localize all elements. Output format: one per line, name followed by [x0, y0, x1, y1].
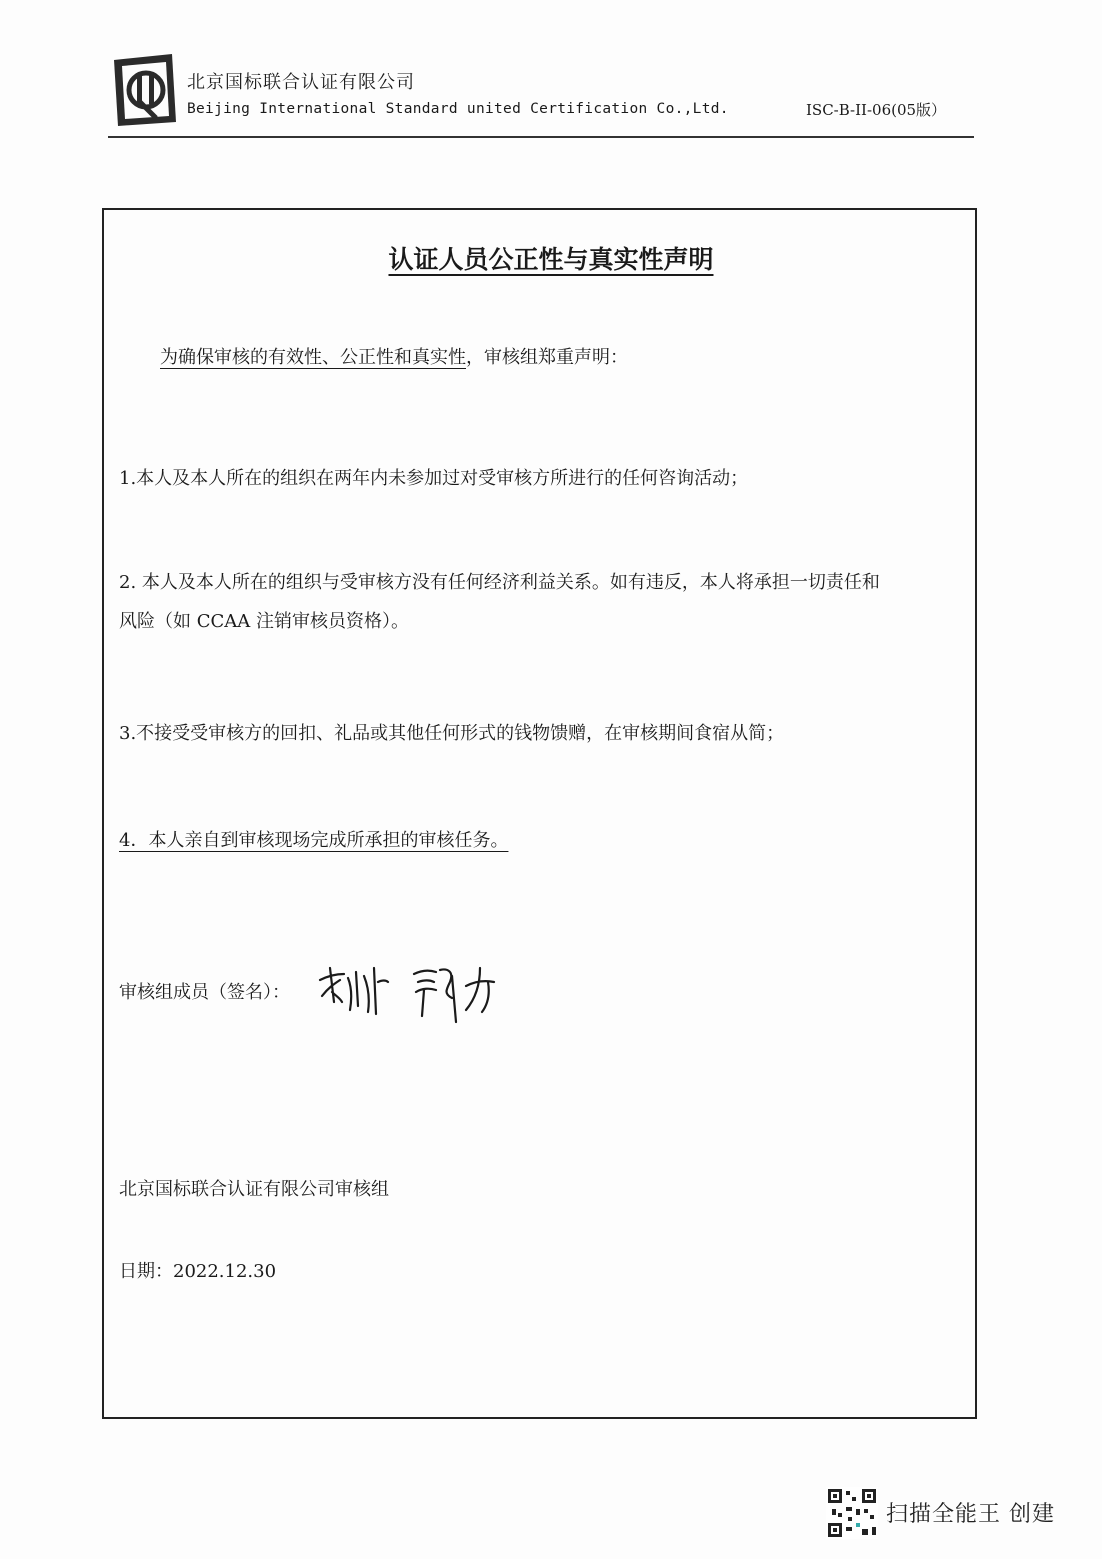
- signature-1: [312, 962, 392, 1018]
- company-logo: [110, 52, 180, 128]
- document-code: ISC-B-II-06(05版）: [806, 101, 947, 119]
- intro-paragraph: 为确保审核的有效性、公正性和真实性，审核组郑重声明：: [160, 347, 628, 368]
- signature-2: [404, 960, 504, 1026]
- item-1: 1.本人及本人所在的组织在两年内未参加过对受审核方所进行的任何咨询活动；: [119, 468, 749, 489]
- item-2-line-1: 2. 本人及本人所在的组织与受审核方没有任何经济利益关系。如有违反，本人将承担一切责任和: [119, 572, 880, 593]
- company-name-cn: 北京国标联合认证有限公司: [187, 72, 415, 93]
- document-title: 认证人员公正性与真实性声明: [388, 245, 714, 274]
- header-divider: [108, 136, 974, 138]
- signature-label: 审核组成员（签名）：: [119, 982, 290, 1003]
- company-name-en: Beijing International Standard united Certification Co.,Ltd.: [187, 101, 729, 117]
- declaration-frame: [102, 208, 977, 1419]
- date-line: 日期：2022.12.30: [119, 1261, 277, 1282]
- item-3: 3.不接受受审核方的回扣、礼品或其他任何形式的钱物馈赠，在审核期间食宿从简；: [119, 723, 785, 744]
- scanner-watermark: 扫描全能王 创建: [886, 1502, 1055, 1527]
- qr-code-icon: [826, 1487, 878, 1539]
- item-4: 4．本人亲自到审核现场完成所承担的审核任务。: [119, 830, 509, 851]
- organization-line: 北京国标联合认证有限公司审核组: [119, 1179, 389, 1200]
- item-2-line-2: 风险（如 CCAA 注销审核员资格）。: [119, 611, 409, 632]
